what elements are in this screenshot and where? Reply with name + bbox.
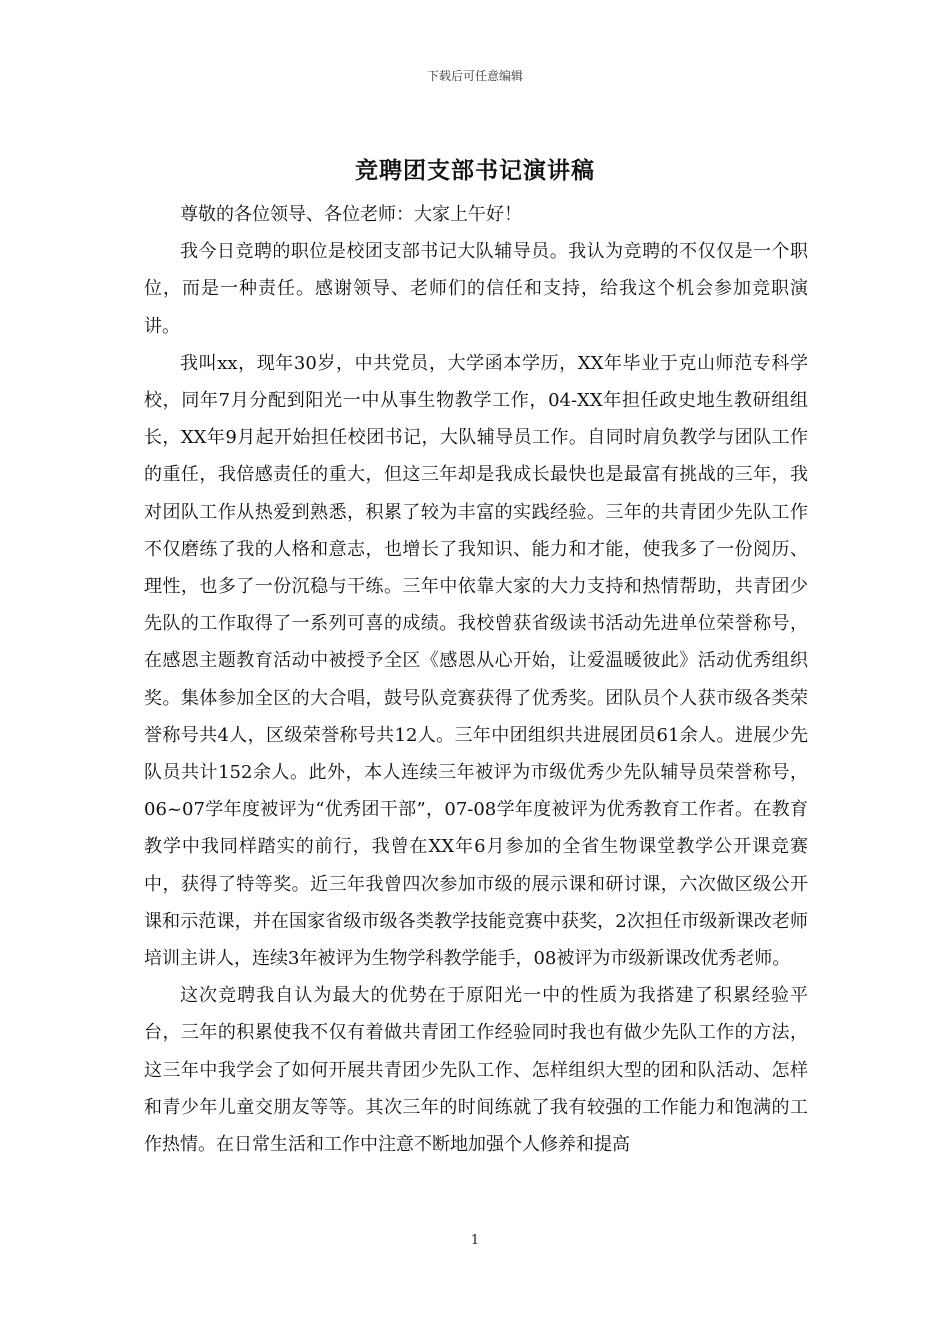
document-title: 竞聘团支部书记演讲稿 [355,157,595,184]
paragraph-greeting: 尊敬的各位领导、各位老师：大家上午好！ [180,204,522,225]
paragraph-intro: 我今日竞聘的职位是校团支部书记大队辅导员。我认为竞聘的不仅仅是一个职位，而是一种责任。感谢领导、老师们的信任和支持，给我这个机会参加竞职演讲。 [144,241,808,337]
page-number: 1 [470,1233,480,1248]
document-body [144,196,808,1163]
paragraph-experience: 我叫xx，现年30岁，中共党员，大学函本学历，XX年毕业于克山师范专科学校，同年7月分配到阳光一中从事生物教学工作，04-XX年担任政史地生教研组组长，XX年9月起开始担任校团书记，大队辅导员工作。自同时肩负教学与团队工作的重任，我倍感责任的重大，但这三年却是我成长最快也是最富有挑战的三年，我对团队工作从热爱到熟悉，积累了较为丰富的实践经验。三年的共青团少先队工作不仅磨练了我的人格和意志，也增长了我知识、能力和才能，使我多了一份阅历、理性，也多了一份沉稳与干练。三年中依靠大家的大力支持和热情帮助，共青团少先队的工作取得了一系列可喜的成绩。我校曾获省级读书活动先进单位荣誉称号，在感恩主题教育活动中被授予全区《感恩从心开始，让爱温暖彼此》活动优秀组织奖。集体参加全区的大合唱，鼓号队竞赛获得了优秀奖。团队员个人获市级各类荣誉称号共4人，区级荣誉称号共12人。三年中团组织共进展团员61余人。进展少先队员共计152余人。此外，本人连续三年被评为市级优秀少先队辅导员荣誉称号，06~07学年度被评为“优秀团干部”，07-08学年度被评为优秀教育工作者。在教育教学中我同样踏实的前行，我曾在XX年6月参加的全省生物课堂教学公开课竞赛中，获得了特等奖。近三年我曾四次参加市级的展示课和研讨课，六次做区级公开课和示范课，并在国家省级市级各类教学技能竞赛中获奖，2次担任市级新课改老师培训主讲人，连续3年被评为生物学科教学能手，08被评为市级新课改优秀老师。 [144,352,808,970]
header-note: 下载后可任意编辑 [426,69,523,83]
paragraph-advantages: 这次竞聘我自认为最大的优势在于原阳光一中的性质为我搭建了积累经验平台，三年的积累使我不仅有着做共青团工作经验同时我也有做少先队工作的方法，这三年中我学会了如何开展共青团少先队工作、怎样组织大型的团和队活动、怎样和青少年儿童交朋友等等。其次三年的时间练就了我有较强的工作能力和饱满的工作热情。在日常生活和工作中注意不断地加强个人修养和提高 [144,985,808,1156]
